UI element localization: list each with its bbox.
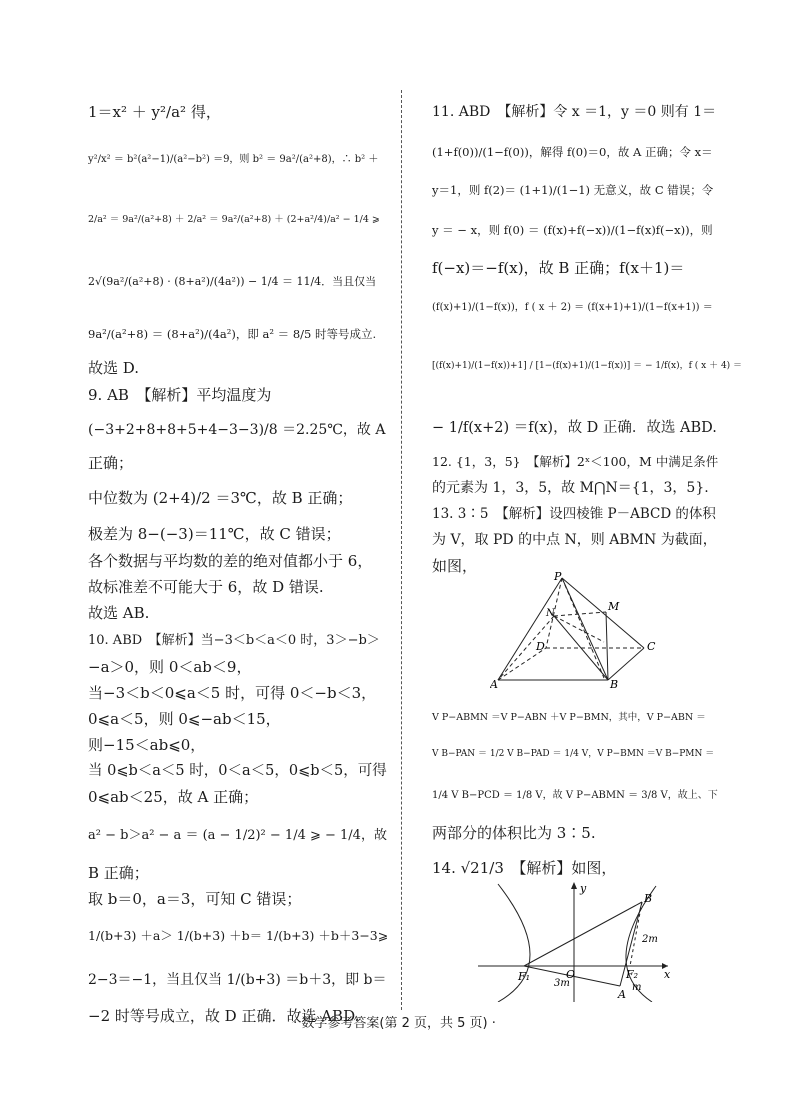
label-N: N <box>546 608 555 619</box>
label-C: C <box>647 640 656 653</box>
left-text-line: 取 b＝0，a＝3，可知 C 错误； <box>88 890 302 908</box>
left-text-line: 9. AB 【解析】平均温度为 <box>88 386 272 404</box>
hyperbola-figure <box>478 880 678 1002</box>
right-text-line: 11. ABD 【解析】令 x ＝1，y ＝0 则有 1＝ <box>432 104 717 120</box>
left-text-line: a² − b＞a² − a ＝ (a − 1/2)² − 1/4 ⩾ − 1/4，故 <box>88 828 387 843</box>
left-text-line: −a＞0，则 0＜ab＜9， <box>88 658 252 676</box>
left-text-line: 1/(b+3) ＋a＞ 1/(b+3) ＋b＝ 1/(b+3) ＋b＋3−3⩾ <box>88 928 389 943</box>
left-text-line: 0⩽a＜5，则 0⩽−ab＜15， <box>88 710 281 728</box>
label-F2: F₂ <box>626 968 639 981</box>
right-text-line: 1/4 V B−PCD ＝ 1/8 V，故 V P−ABMN ＝ 3/8 V，故上、下 <box>432 790 718 801</box>
right-text-line: 12. {1，3，5} 【解析】2ˣ＜100，M 中满足条件 <box>432 454 719 469</box>
right-text-line: (f(x)+1)/(1−f(x))，f ( x ＋ 2) ＝ (f(x+1)+1)/(1−f(x+1)) ＝ <box>432 302 713 313</box>
label-A2: A <box>618 988 626 1001</box>
left-text-line: 当 0⩽b＜a＜5 时，0＜a＜5，0⩽b＜5，可得 <box>88 763 387 779</box>
left-text-line: 正确； <box>88 454 134 472</box>
right-text-line: 13. 3∶5 【解析】设四棱锥 P－ABCD 的体积 <box>432 506 716 522</box>
pyramid-figure <box>490 572 670 690</box>
right-text-line: 如图， <box>432 557 478 575</box>
right-text-line: y＝1，则 f(2)＝ (1+1)/(1−1) 无意义，故 C 错误；令 <box>432 183 714 197</box>
left-text-line: 2−3＝−1，当且仅当 1/(b+3) ＝b＋3，即 b＝ <box>88 972 387 988</box>
right-text-line: 为 V，取 PD 的中点 N，则 ABMN 为截面， <box>432 532 717 548</box>
left-text-line: 故选 AB. <box>88 604 150 622</box>
left-text-line: y²/x² ＝ b²(a²−1)/(a²−b²) ＝9，则 b² ＝ 9a²/(a²+8)，∴ b² ＋ <box>88 154 379 165</box>
right-text-line: 两部分的体积比为 3∶5. <box>432 824 596 842</box>
label-A: A <box>490 678 498 690</box>
label-M: M <box>608 600 620 613</box>
label-F1: F₁ <box>518 970 531 983</box>
page-footer: · 数学参考答案(第 2 页，共 5 页) · <box>293 1016 496 1031</box>
left-text-line: 9a²/(a²+8) ＝ (8+a²)/(4a²)，即 a² ＝ 8/5 时等号成立. <box>88 327 377 341</box>
left-text-line: 中位数为 (2+4)/2 ＝3℃，故 B 正确； <box>88 489 353 507</box>
left-text-line: B 正确； <box>88 864 149 882</box>
label-D: D <box>536 640 545 653</box>
left-text-line: 极差为 8−(−3)＝11℃，故 C 错误； <box>88 525 341 543</box>
label-B2: B <box>644 892 653 905</box>
label-O: O <box>566 968 576 981</box>
right-text-line: (1+f(0))/(1−f(0))，解得 f(0)＝0，故 A 正确；令 x＝ <box>432 145 713 159</box>
column-divider <box>401 90 402 1010</box>
label-B: B <box>610 678 619 690</box>
label-2m: 2m <box>642 934 658 945</box>
right-text-line: V B−PAN ＝ 1/2 V B−PAD ＝ 1/4 V，V P−BMN ＝V B−PMN ＝ <box>432 749 715 759</box>
left-text-line: 0⩽ab＜25，故 A 正确； <box>88 788 259 806</box>
label-3m: 3m <box>554 978 570 989</box>
right-text-line: f(−x)＝−f(x)，故 B 正确；f(x＋1)＝ <box>432 259 685 277</box>
left-text-line: 2√(9a²/(a²+8) · (8+a²)/(4a²)) − 1/4 ＝ 11/4．当且仅当 <box>88 275 377 288</box>
left-text-line: (−3+2+8+8+5+4−3−3)/8 ＝2.25℃，故 A <box>88 422 386 438</box>
label-y: y <box>580 882 587 895</box>
label-m: m <box>632 982 642 993</box>
label-P: P <box>554 572 562 583</box>
left-text-line: 故标准差不可能大于 6，故 D 错误. <box>88 578 324 596</box>
right-text-line: 14. √21/3 【解析】如图， <box>432 859 617 877</box>
label-x: x <box>664 968 671 981</box>
left-text-line: 2/a² ＝ 9a²/(a²+8) ＋ 2/a² ＝ 9a²/(a²+8) ＋ (2+a²/4)/a² − 1/4 ⩾ <box>88 214 380 225</box>
left-text-line: 故选 D. <box>88 359 140 377</box>
right-text-line: y ＝ − x，则 f(0) ＝ (f(x)+f(−x))/(1−f(x)f(−x))，则 <box>432 223 713 237</box>
right-text-line: V P−ABMN ＝V P−ABN ＋V P−BMN，其中，V P−ABN ＝ <box>432 712 706 723</box>
right-text-line: − 1/f(x+2) ＝f(x)，故 D 正确．故选 ABD. <box>432 420 717 436</box>
left-text-line: 当−3＜b＜0⩽a＜5 时，可得 0＜−b＜3， <box>88 684 377 702</box>
left-text-line: 则−15＜ab⩽0， <box>88 736 206 754</box>
right-text-line: 的元素为 1，3，5，故 M⋂N＝{1，3，5}. <box>432 480 709 496</box>
left-text-line: −2 时等号成立，故 D 正确．故选 ABD. <box>88 1007 360 1025</box>
left-text-line: 10. ABD 【解析】当−3＜b＜a＜0 时，3＞−b＞ <box>88 633 380 648</box>
left-text-line: 各个数据与平均数的差的绝对值都小于 6， <box>88 552 373 570</box>
left-text-line: 1＝x² ＋ y²/a² 得， <box>88 103 221 121</box>
right-text-line: [(f(x)+1)/(1−f(x))+1] / [1−(f(x)+1)/(1−f(x))] ＝ − 1/f(x)，f ( x ＋ 4) ＝ <box>432 361 743 371</box>
